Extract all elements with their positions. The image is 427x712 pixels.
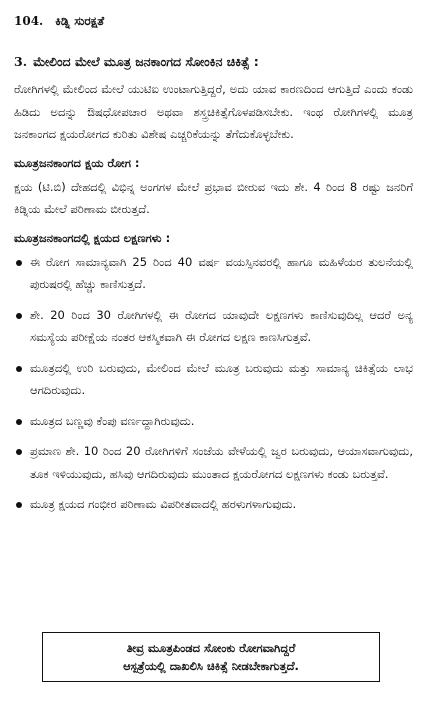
section-heading: [14, 53, 413, 71]
symptoms-list: [14, 251, 413, 516]
note-line-2: ಆಸ್ಪತ್ರೆಯಲ್ಲಿ ದಾಖಲಿಸಿ ಚಿಕಿತ್ಸೆ ನೀಡಬೇಕಾಗುತ್ತದೆ.: [123, 659, 299, 673]
bullet-icon: [16, 502, 22, 508]
bullet-icon: [16, 366, 22, 372]
list-item: [14, 493, 413, 516]
list-item-text: ಮೂತ್ರದಲ್ಲಿ ಉರಿ ಬರುವುದು, ಮೇಲಿಂದ ಮೇಲೆ ಮೂತ್ರ ಬರುವುದು ಮತ್ತು ಸಾಮಾನ್ಯ ಚಿಕಿತ್ಸೆಯ ಲಾಭ ಆಗದಿರುವುದು.: [30, 360, 413, 397]
chapter-number: 104.: [14, 14, 44, 28]
list-item-text: ಪ್ರಮಾಣ ಶೇ. 10 ರಿಂದ 20 ರೋಗಿಗಳಿಗೆ ಸಂಜೆಯ ವೇಳೆಯಲ್ಲಿ ಜ್ವರ ಬರುವುದು, ಆಯಾಸವಾಗುವುದು, ತೂಕ ಇಳಿಯುವುದು, ಹಸಿವು ಆಗದಿರುವುದು ಮುಂತಾದ ಕ್ಷಯರೋಗದ ಲಕ್ಷಣಗಳು ಕಂಡು ಬರುತ್ತವೆ.: [30, 444, 413, 481]
list-item-text: ಮೂತ್ರದ ಬಣ್ಣವು ಕೆಂಪು ವರ್ಣದ್ದಾಗಿರುವುದು.: [30, 413, 195, 428]
section-number: 3.: [14, 54, 28, 69]
chapter-title: ಕಿಡ್ನಿ ಸುರಕ್ಷತೆ: [55, 14, 105, 28]
symptoms-heading: ಮೂತ್ರಜನಕಾಂಗದಲ್ಲಿ ಕ್ಷಯದ ಲಕ್ಷಣಗಳು :: [14, 230, 171, 245]
chapter-header: [14, 14, 413, 29]
list-item-text: ಈ ರೋಗ ಸಾಮಾನ್ಯವಾಗಿ 25 ರಿಂದ 40 ವರ್ಷ ವಯಸ್ಸಿನವರಲ್ಲಿ ಹಾಗೂ ಮಹಿಳೆಯರ ತುಲನೆಯಲ್ಲಿ ಪುರುಷರಲ್ಲಿ ಹೆಚ್ಚು ಕಾಣಿಸುತ್ತದೆ.: [30, 254, 413, 291]
bullet-icon: [16, 313, 22, 319]
intro-paragraph: ರೋಗಿಗಳಲ್ಲಿ ಮೇಲಿಂದ ಮೇಲೆ ಯುಟಿಐ ಉಂಟಾಗುತ್ತಿದ್ದರೆ, ಅದು ಯಾವ ಕಾರಣದಿಂದ ಆಗುತ್ತಿದೆ ಎಂದು ಕಂಡು ಹಿಡಿದು ಅದನ್ನು ಔಷಧೋಪಚಾರ ಅಥವಾ ಶಸ್ತ್ರಚಿಕಿತ್ಸೆಗೊಳಪಡಿಸಬೇಕು. ಇಂಥ ರೋಗಿಗಳಲ್ಲಿ ಮೂತ್ರ ಜನಕಾಂಗದ ಕ್ಷಯರೋಗದ ಕುರಿತು ವಿಶೇಷ ಎಚ್ಚರಿಕೆಯನ್ನು ತೆಗೆದುಕೊಳ್ಳಬೇಕು.: [14, 82, 413, 141]
list-item-text: ಮೂತ್ರ ಕ್ಷಯದ ಗಂಭೀರ ಪರಿಣಾಮ ವಿಪರೀತವಾದಲ್ಲಿ ಹರಳುಗಳಾಗುವುದು.: [30, 497, 297, 511]
bullet-icon: [16, 419, 22, 425]
list-item: [14, 440, 413, 485]
list-item: [14, 410, 413, 433]
tb-paragraph: ಕ್ಷಯ (ಟಿ.ಬಿ) ದೇಹದಲ್ಲಿ ವಿಭಿನ್ನ ಅಂಗಗಳ ಮೇಲೆ ಪ್ರಭಾವ ಬೀರುವ ಇದು ಶೇ. 4 ರಿಂದ 8 ರಷ್ಟು ಜನರಿಗೆ ಕಿಡ್ನಿಯ ಮೇಲೆ ಪರಿಣಾಮ ಬೀರುತ್ತದೆ.: [14, 179, 413, 216]
note-line-1: ತೀವ್ರ ಮೂತ್ರಪಿಂಡದ ಸೋಂಕು ರೋಗವಾಗಿದ್ದರೆ: [126, 641, 296, 655]
section-title: ಮೇಲಿಂದ ಮೇಲೆ ಮೂತ್ರ ಜನಕಾಂಗದ ಸೋಂಕಿನ ಚಿಕಿತ್ಸೆ :: [33, 54, 259, 69]
list-item: [14, 251, 413, 296]
bullet-icon: [16, 449, 22, 455]
bullet-icon: [16, 260, 22, 266]
tb-heading: ಮೂತ್ರಜನಕಾಂಗದ ಕ್ಷಯ ರೋಗ :: [14, 155, 140, 170]
note-box: [42, 632, 380, 682]
list-item-text: ಶೇ. 20 ರಿಂದ 30 ರೋಗಿಗಳಲ್ಲಿ ಈ ರೋಗದ ಯಾವುದೇ ಲಕ್ಷಣಗಳು ಕಾಣಿಸುವುದಿಲ್ಲ ಆದರೆ ಅನ್ಯ ಸಮಸ್ಯೆಯ ಪರೀಕ್ಷೆಯ ನಂತರ ಆಕಸ್ಮಿಕವಾಗಿ ಈ ರೋಗದ ಲಕ್ಷಣ ಕಾಣಸಿಗುತ್ತವೆ.: [30, 307, 413, 344]
list-item: [14, 304, 413, 349]
list-item: [14, 357, 413, 402]
